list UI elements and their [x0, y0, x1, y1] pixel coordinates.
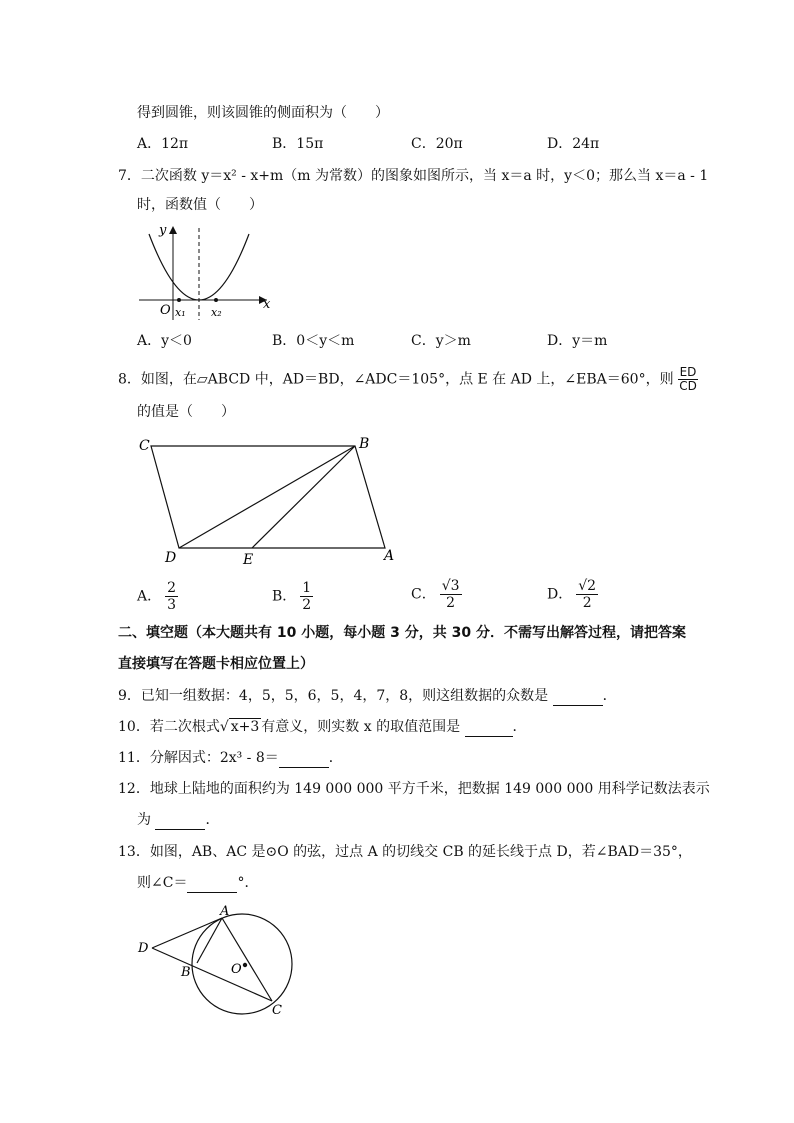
q8-option-a-label: A． [137, 588, 162, 605]
section2-heading-line2: 直接填写在答题卡相应位置上） [118, 656, 314, 672]
q10-radical: √ x+3 [219, 719, 260, 735]
q8-option-c-den: 2 [446, 595, 456, 611]
q8-option-c-label: C． [411, 586, 436, 603]
q12-line1: 12．地球上陆地的面积约为 149 000 000 平方千米，把数据 149 000 000 用科学记数法表示 [118, 781, 710, 797]
q6-option-d[interactable]: D．24π [547, 136, 600, 152]
q13-answer-blank[interactable] [187, 878, 237, 893]
q6-stem: 得到圆锥，则该圆锥的侧面积为（ ） [137, 105, 389, 121]
q13-circle-figure [132, 900, 307, 1020]
q13-label-a: A [220, 904, 230, 919]
q7-option-b[interactable]: B．0＜y＜m [272, 333, 355, 349]
q12-answer-blank[interactable] [155, 815, 205, 830]
q8-option-b[interactable] [272, 580, 313, 613]
q13-text-post: °． [237, 875, 259, 891]
q8-option-d-den: 2 [582, 595, 592, 611]
q10-line: 10．若二次根式√ x+3 有意义，则实数 x 的取值范围是 ． [118, 719, 527, 735]
q8-label-d: D [165, 550, 177, 566]
q7-origin-label: O [160, 303, 171, 318]
q13-line2 [137, 873, 258, 893]
q8-stem-text: 8．如图，在▱ABCD 中，AD＝BD，∠ADC＝105°，点 E 在 AD 上，∠EBA＝60°，则 [118, 371, 674, 388]
q12-line2: 为 ． [137, 812, 220, 828]
q8-label-e: E [243, 552, 254, 568]
q13-label-d: D [138, 941, 149, 956]
q8-option-c-fraction [440, 578, 462, 611]
q7-option-d[interactable]: D．y＝m [547, 333, 608, 349]
q7-stem-line1: 7．二次函数 y＝x² - x+m（m 为常数）的图象如图所示，当 x＝a 时，y＜0；那么当 x＝a - 1 [118, 168, 709, 184]
q8-ratio-denominator: CD [679, 379, 697, 393]
q8-option-c-num: √3 [441, 578, 460, 594]
q8-option-b-label: B． [272, 588, 297, 605]
q13-label-b: B [181, 965, 191, 980]
q9-text: 9．已知一组数据：4，5，5，6，5，4，7，8，则这组数据的众数是 [118, 688, 553, 704]
q8-option-a-den: 3 [167, 597, 177, 613]
q8-label-a: A [384, 548, 395, 564]
q8-option-a[interactable] [137, 580, 178, 613]
q8-option-a-fraction [165, 580, 178, 613]
q7-root1-label: x₁ [175, 306, 186, 319]
q8-option-d-fraction [576, 578, 598, 611]
q6-option-b[interactable]: B．15π [272, 136, 324, 152]
q7-y-label: y [159, 223, 167, 238]
q8-ratio-fraction [678, 366, 699, 393]
q8-option-b-num: 1 [302, 580, 312, 596]
q8-parallelogram-figure [135, 430, 405, 570]
q8-option-a-num: 2 [167, 580, 177, 596]
q13-text-pre: 则∠C＝ [137, 875, 188, 891]
q10-radicand: x+3 [230, 719, 260, 735]
q10-text-pre: 10．若二次根式 [118, 719, 220, 735]
q8-option-d-num: √2 [578, 578, 597, 594]
q8-ratio-numerator: ED [679, 365, 697, 379]
q13-line1: 13．如图，AB、AC 是⊙O 的弦，过点 A 的切线交 CB 的延长线于点 D，若∠BAD＝35°， [118, 844, 692, 860]
q7-root2-label: x₂ [211, 306, 222, 319]
q10-text-post: 有意义，则实数 x 的取值范围是 [261, 719, 465, 735]
q8-option-d[interactable] [547, 578, 598, 611]
q9-answer-blank[interactable] [553, 691, 603, 706]
section2-heading-line1: 二、填空题（本大题共有 10 小题，每小题 3 分，共 30 分．不需写出解答过程，请把答案 [118, 625, 686, 641]
q7-option-a[interactable]: A．y＜0 [137, 333, 192, 349]
q11-text: 11．分解因式：2x³ - 8＝ [118, 750, 279, 766]
q7-option-c[interactable]: C．y＞m [411, 333, 471, 349]
q7-parabola-figure [137, 222, 277, 322]
q11-answer-blank[interactable] [279, 753, 329, 768]
q8-option-d-label: D． [547, 586, 573, 603]
q8-label-b: B [359, 436, 370, 452]
q7-x-label: x [263, 297, 271, 312]
q11-line: 11．分解因式：2x³ - 8＝ ． [118, 750, 343, 766]
q8-stem-line1 [118, 366, 698, 393]
q8-stem-line2: 的值是（ ） [137, 404, 235, 420]
q8-option-b-fraction [300, 580, 313, 613]
q13-label-c: C [272, 1003, 282, 1018]
q6-option-a[interactable]: A．12π [137, 136, 189, 152]
q8-label-c: C [139, 438, 150, 454]
q10-answer-blank[interactable] [465, 722, 513, 737]
q6-option-c[interactable]: C．20π [411, 136, 463, 152]
q9-line: 9．已知一组数据：4，5，5，6，5，4，7，8，则这组数据的众数是 ． [118, 688, 617, 704]
q7-stem-line2: 时，函数值（ ） [137, 197, 263, 213]
q8-option-c[interactable] [411, 578, 462, 611]
q8-option-b-den: 2 [302, 597, 312, 613]
q12-text: 为 [137, 812, 156, 828]
q13-label-o: O [231, 962, 242, 977]
